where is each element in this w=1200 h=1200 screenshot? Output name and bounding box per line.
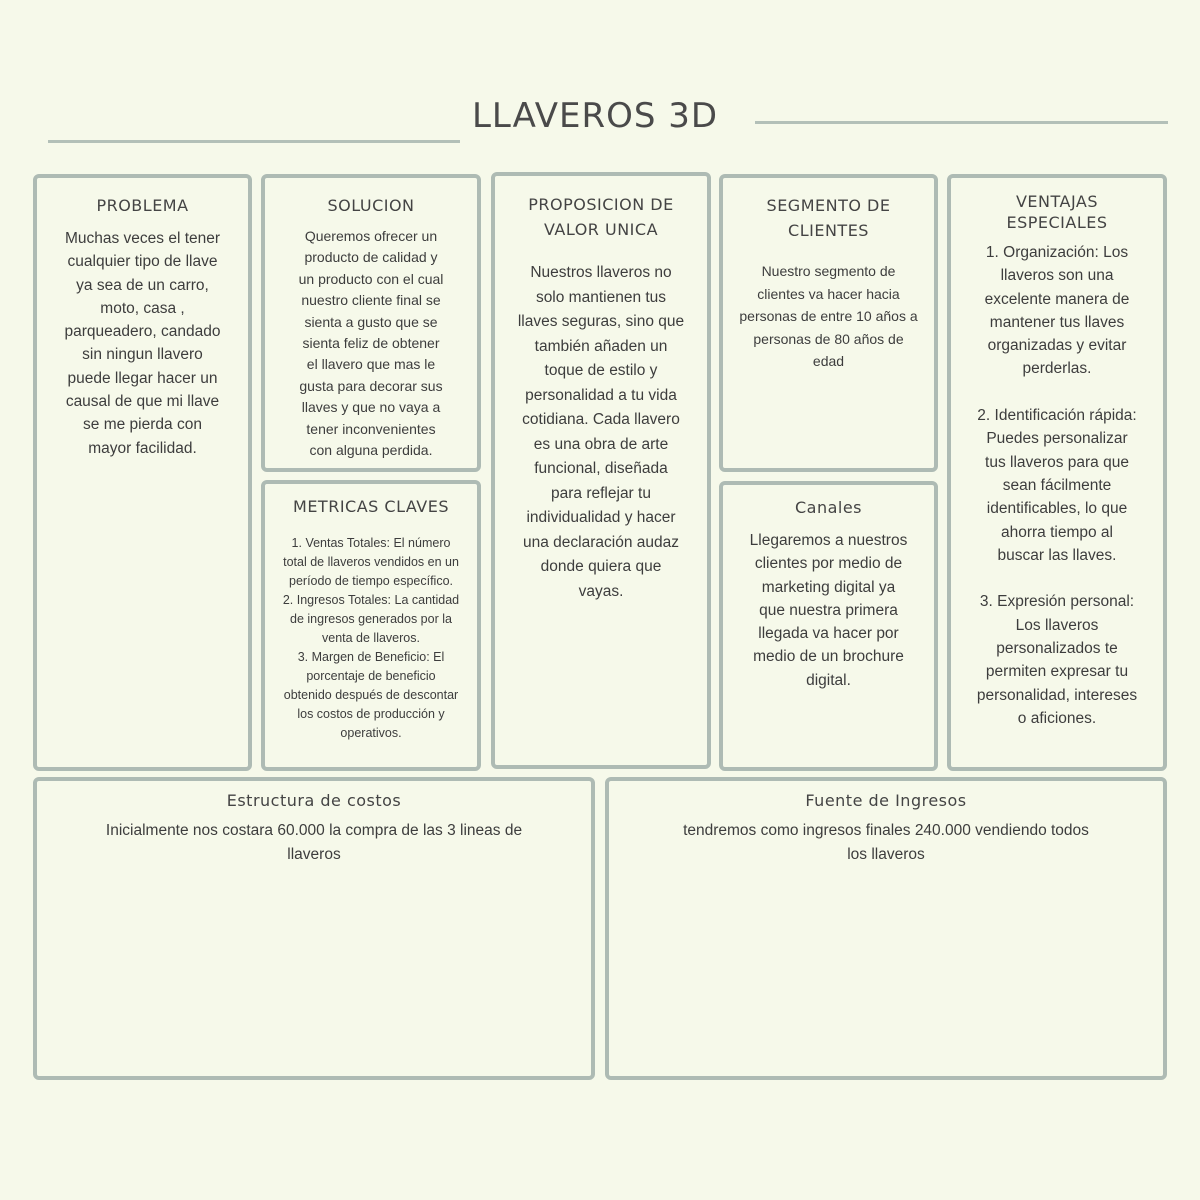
segmento-text: Nuestro segmento de clientes va hacer hacia personas de entre 10 años a personas de 80 años de edad xyxy=(739,263,918,369)
propuesta-heading: PROPOSICION DE VALOR UNICA xyxy=(528,195,674,239)
ingresos-heading: Fuente de Ingresos xyxy=(805,791,967,810)
canales-box xyxy=(719,481,938,771)
ventajas-box xyxy=(947,174,1167,771)
ingresos-box xyxy=(605,777,1167,1080)
costos-text: Inicialmente nos costara 60.000 la compra de las 3 lineas de llaveros xyxy=(105,822,523,863)
metricas-text: 1. Ventas Totales: El número total de llaveros vendidos en un período de tiempo específico. 2. Ingresos Totales: La cantidad de ingresos generados por la venta de llaveros. 3. Margen de Beneficio: El porcentaje de beneficio obtenido después de descontar los costos de producción y operativos. xyxy=(282,536,460,740)
problema-text: Muchas veces el tener cualquier tipo de llave ya sea de un carro, moto, casa , parqueadero, candado sin ningun llavero puede llegar hacer un causal de que mi llave se me pierda con mayor facilidad. xyxy=(64,230,221,457)
segmento-box xyxy=(719,174,938,472)
costos-heading: Estructura de costos xyxy=(226,791,402,810)
segmento-heading: SEGMENTO DE CLIENTES xyxy=(766,196,891,240)
solucion-text: Queremos ofrecer un producto de calidad y un producto con el cual nuestro cliente final se sienta a gusto que se sienta feliz de obtener el llavero que mas le gusta para decorar sus llaves y que no vaya a tener inconvenientes con alguna perdida. xyxy=(298,228,444,459)
ventajas-text: 1. Organización: Los llaveros son una excelente manera de mantener tus llaves organizadas y evitar perderlas. 2. Identificación rápida: Puedes personalizar tus llaveros para que sean fácilmente identificables, lo que ahorra tiempo al buscar las llaves. 3. Expresión personal: Los llaveros personalizados te permiten expresar tu personalidad, intereses o aficiones. xyxy=(976,244,1138,727)
ingresos-text: tendremos como ingresos finales 240.000 vendiendo todos los llaveros xyxy=(683,822,1089,863)
metricas-heading: METRICAS CLAVES xyxy=(293,497,449,516)
solucion-heading: SOLUCION xyxy=(327,196,415,215)
metricas-box xyxy=(261,480,481,771)
title-rule-left xyxy=(48,140,460,143)
page-title: LLAVEROS 3D xyxy=(471,96,719,136)
solucion-box xyxy=(261,174,481,472)
canales-heading: Canales xyxy=(794,498,863,517)
ventajas-heading: VENTAJAS ESPECIALES xyxy=(1006,192,1108,232)
problema-box xyxy=(33,174,252,771)
propuesta-text: Nuestros llaveros no solo mantienen tus llaves seguras, sino que también añaden un toque de estilo y personalidad a tu vida cotidiana. Cada llavero es una obra de arte funcional, diseñada para reflejar tu individualidad y hacer una declaración audaz donde quiera que vayas. xyxy=(517,264,685,600)
costos-box xyxy=(33,777,595,1080)
canales-text: Llegaremos a nuestros clientes por medio de marketing digital ya que nuestra primera llegada va hacer por medio de un brochure digital. xyxy=(749,532,908,689)
propuesta-box xyxy=(491,172,711,769)
problema-heading: PROBLEMA xyxy=(96,196,189,215)
title-rule-right xyxy=(755,121,1168,124)
